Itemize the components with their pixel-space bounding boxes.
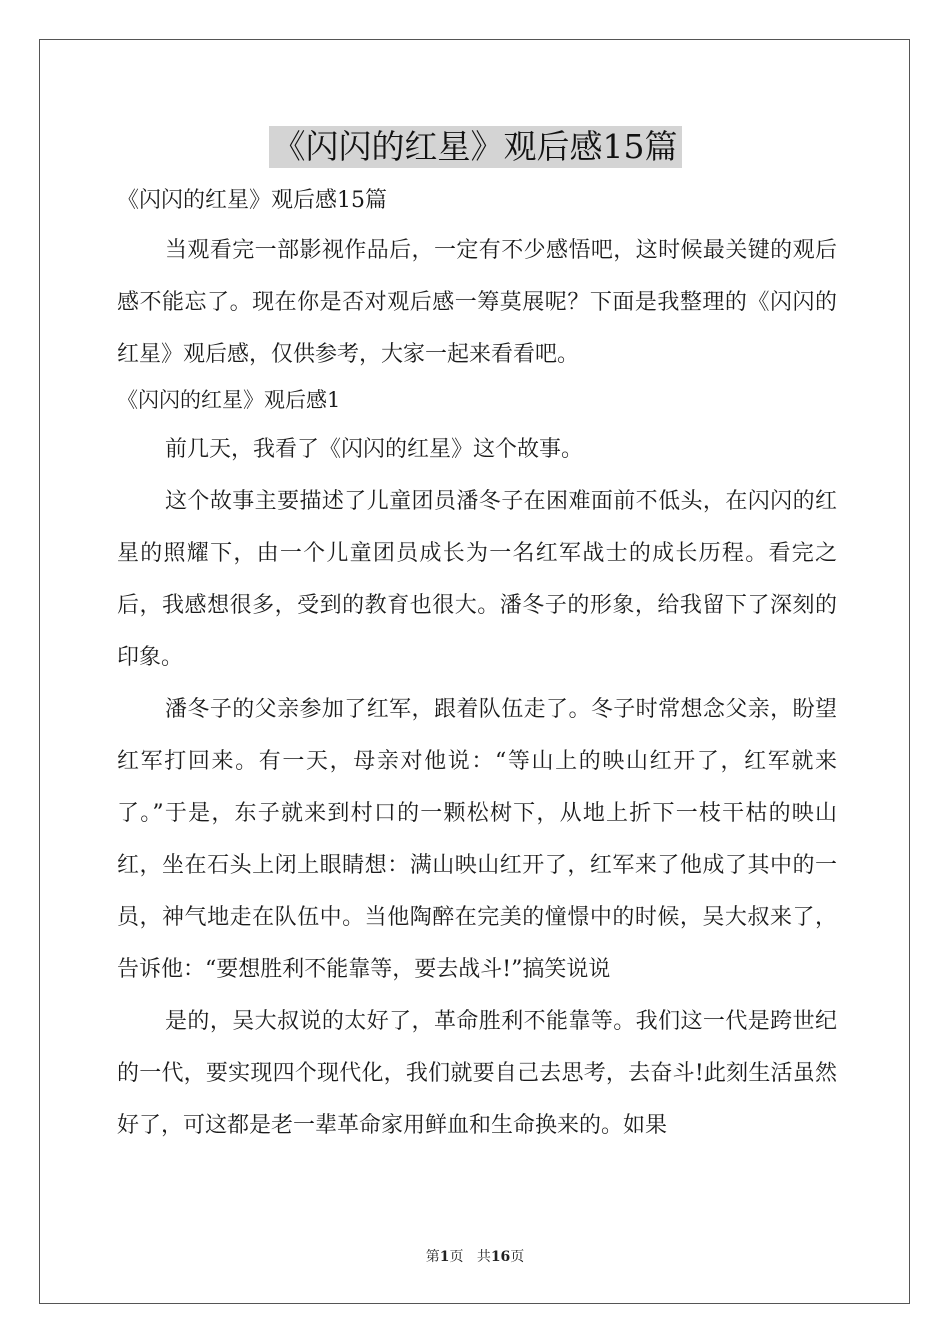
page-total: 16: [490, 1249, 511, 1265]
total-suffix: 页: [510, 1249, 525, 1265]
section-heading: 《闪闪的红星》观后感1: [117, 388, 341, 412]
page-suffix: 页: [449, 1249, 464, 1265]
page-footer: [0, 1246, 950, 1266]
document-body: [117, 180, 837, 1152]
title-container: [0, 126, 950, 168]
total-prefix: 共: [476, 1249, 491, 1265]
body-paragraph: 前几天，我看了《闪闪的红星》这个故事。: [165, 437, 584, 462]
body-paragraph: 潘冬子的父亲参加了红军，跟着队伍走了。冬子时常想念父亲，盼望红军打回来。有一天，母亲对他说：“等山上的映山红开了，红军就来了。”于是，东子就来到村口的一颗松树下，从地上折下一枝干枯的映山红，坐在石头上闭上眼睛想：满山映山红开了，红军来了他成了其中的一员，神气地走在队伍中。当他陶醉在完美的憧憬中的时候，吴大叔来了，告诉他：“要想胜利不能靠等，要去战斗!”搞笑说说: [117, 697, 837, 982]
page-prefix: 第: [425, 1249, 440, 1265]
body-paragraph: 这个故事主要描述了儿童团员潘冬子在困难面前不低头，在闪闪的红星的照耀下，由一个儿童团员成长为一名红军战士的成长历程。看完之后，我感想很多，受到的教育也很大。潘冬子的形象，给我留下了深刻的印象。: [117, 489, 837, 670]
document-subtitle: 《闪闪的红星》观后感15篇: [117, 188, 387, 213]
intro-paragraph: 当观看完一部影视作品后，一定有不少感悟吧，这时候最关键的观后感不能忘了。现在你是否对观后感一筹莫展呢？下面是我整理的《闪闪的红星》观后感，仅供参考，大家一起来看看吧。: [117, 238, 837, 367]
document-title: 《闪闪的红星》观后感15篇: [269, 126, 682, 168]
body-paragraph: 是的，吴大叔说的太好了，革命胜利不能靠等。我们这一代是跨世纪的一代，要实现四个现代化，我们就要自己去思考，去奋斗!此刻生活虽然好了，可这都是老一辈革命家用鲜血和生命换来的。如果: [117, 1009, 837, 1138]
page-current: 1: [439, 1249, 450, 1265]
